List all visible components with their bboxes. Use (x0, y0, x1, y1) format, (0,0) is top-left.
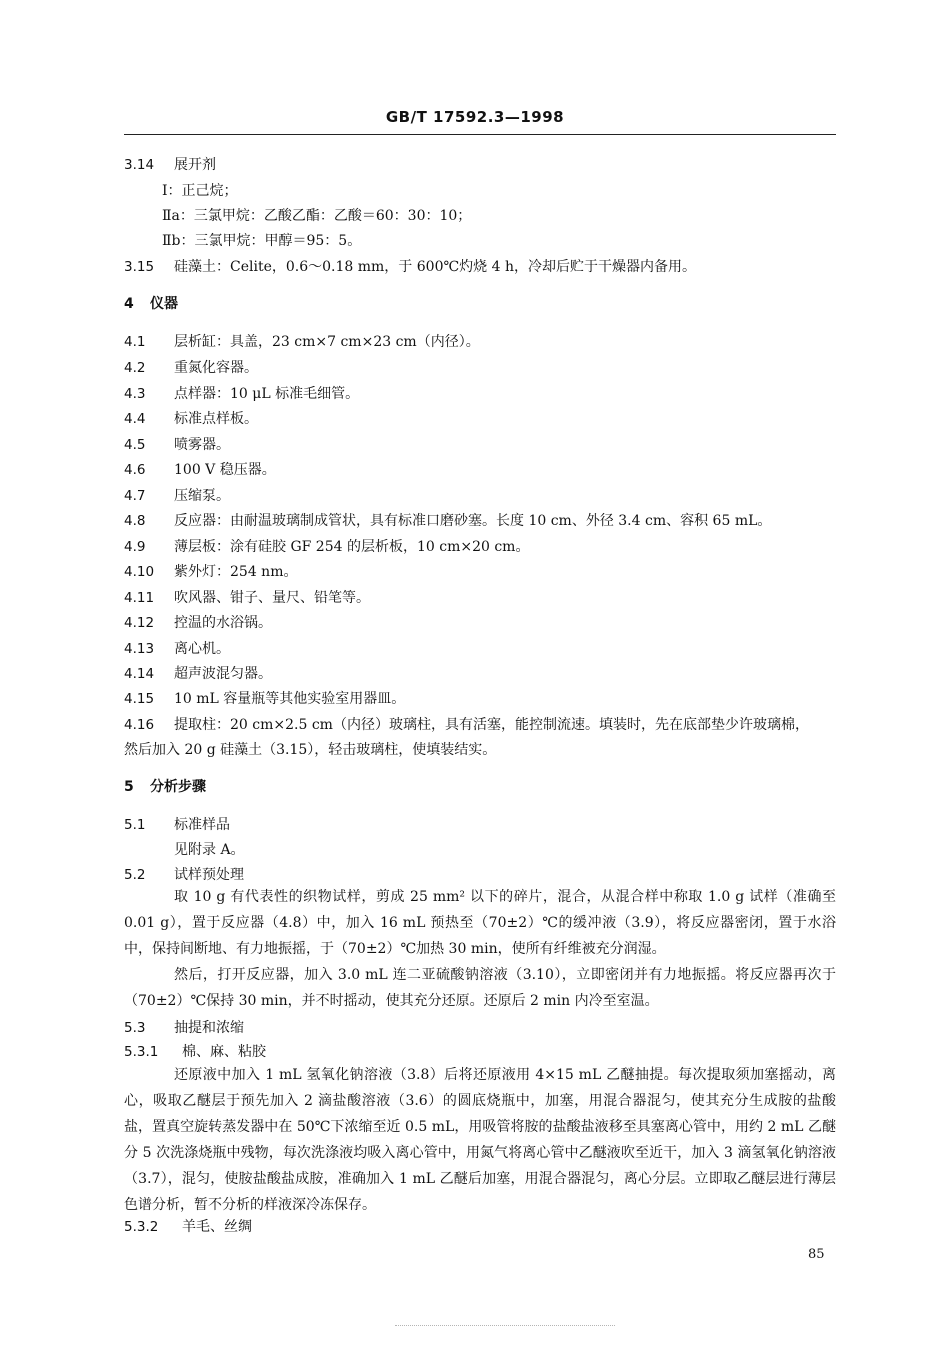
section-number: 4 (124, 296, 134, 312)
clause-text: 重氮化容器。 (174, 360, 258, 376)
clause-number: 4.10 (124, 564, 155, 580)
page-header: GB/T 17592.3—1998 (385, 108, 565, 126)
instrument-item (124, 385, 359, 403)
section-title: 分析步骤 (150, 779, 206, 795)
paragraph-extraction: 还原液中加入 1 mL 氢氧化钠溶液（3.8）后将还原液用 4×15 mL 乙醚抽提。每次提取须加塞摇动，离心，吸取乙醚层于预先加入 2 滴盐酸溶液（3.6）的圆底烧瓶中，加塞，用混合器混匀，使其充分生成胺的盐酸盐，置真空旋转蒸发器中在 50℃下浓缩至近 0.5 mL，用吸管将胺的盐酸盐液移至具塞离心管中，用约 2 mL 乙醚分 5 次洗涤烧瓶中残物，每次洗涤液均吸入离心管中，用氮气将离心管中乙醚液吹至近干，加入 3 滴氢氧化钠溶液（3.7），混匀，使胺盐酸盐成胺，准确加入 1 mL 乙醚后加塞，用混合器混匀，离心分层。立即取乙醚层进行薄层色谱分析，暂不分析的样液深冷冻保存。 (124, 1067, 836, 1213)
clause-title: 展开剂 (174, 157, 216, 173)
clause-number: 4.11 (124, 590, 155, 606)
instrument-item (124, 359, 258, 377)
page-number: 85 (808, 1247, 825, 1262)
section-title: 仪器 (150, 296, 178, 312)
clause-number: 4.9 (124, 539, 146, 555)
instrument-item (124, 410, 258, 428)
instrument-item (124, 461, 276, 479)
clause-text: 反应器：由耐温玻璃制成管状，具有标准口磨砂塞。长度 10 cm、外径 3.4 cm、容积 65 mL。 (174, 513, 772, 529)
clause-number: 5.3 (124, 1020, 146, 1036)
scan-artifact (395, 1325, 615, 1336)
section-4-heading (124, 295, 178, 313)
clause-text: 压缩泵。 (174, 488, 230, 504)
instrument-item (124, 690, 405, 708)
instrument-item (124, 563, 297, 581)
clause-text-continued: 然后加入 20 g 硅藻土（3.15），轻击玻璃柱，使填装结实。 (124, 742, 497, 758)
clause-number: 3.14 (124, 157, 155, 173)
clause-text: 点样器：10 μL 标准毛细管。 (174, 386, 360, 402)
solvent-item: Ⅱb：三氯甲烷：甲醇＝95：5。 (162, 233, 362, 249)
clause-text: 层析缸：具盖，23 cm×7 cm×23 cm（内径）。 (174, 334, 480, 350)
clause-5-3 (124, 1019, 244, 1037)
clause-number: 4.3 (124, 386, 146, 402)
header-rule (124, 134, 836, 135)
clause-number: 5.1 (124, 817, 146, 833)
instrument-item (124, 589, 370, 607)
solvent-item: Ⅱa：三氯甲烷：乙酸乙酯：乙酸＝60：30：10； (162, 208, 472, 224)
clause-text: 100 V 稳压器。 (174, 462, 276, 478)
clause-number: 4.8 (124, 513, 146, 529)
instrument-item (124, 538, 529, 556)
clause-text: 紫外灯：254 nm。 (174, 564, 298, 580)
clause-number: 4.6 (124, 462, 146, 478)
clause-number: 4.1 (124, 334, 146, 350)
clause-number: 4.16 (124, 717, 155, 733)
paragraph-reduction: 然后，打开反应器，加入 3.0 mL 连二亚硫酸钠溶液（3.10），立即密闭并有力地振摇。将反应器再次于（70±2）℃保持 30 min，并不时摇动，使其充分还原。还原后 2 min 内冷至室温。 (124, 967, 836, 1009)
clause-5-3-2 (124, 1218, 252, 1236)
clause-3-15 (124, 258, 696, 276)
clause-4-16 (124, 716, 809, 734)
instrument-item (124, 487, 230, 505)
solvent-item: Ⅰ：正己烷； (162, 183, 238, 199)
clause-number: 4.12 (124, 615, 155, 631)
clause-text: 硅藻土：Celite，0.6～0.18 mm，于 600℃灼烧 4 h，冷却后贮于干燥器内备用。 (174, 259, 696, 275)
clause-text: 10 mL 容量瓶等其他实验室用器皿。 (174, 691, 406, 707)
section-number: 5 (124, 779, 134, 795)
clause-text: 离心机。 (174, 641, 230, 657)
clause-number: 4.13 (124, 641, 155, 657)
instrument-item (124, 640, 230, 658)
clause-text: 喷雾器。 (174, 437, 230, 453)
clause-text: 提取柱：20 cm×2.5 cm（内径）玻璃柱，具有活塞，能控制流速。填装时，先在底部垫少许玻璃棉， (174, 717, 809, 733)
clause-number: 4.14 (124, 666, 155, 682)
clause-number: 4.4 (124, 411, 146, 427)
clause-title: 羊毛、丝绸 (182, 1219, 252, 1235)
clause-3-14 (124, 156, 216, 174)
clause-title: 棉、麻、粘胶 (182, 1044, 266, 1060)
clause-number: 4.15 (124, 691, 155, 707)
clause-text: 吹风器、钳子、量尺、铅笔等。 (174, 590, 370, 606)
clause-text: 标准点样板。 (174, 411, 258, 427)
clause-number: 4.2 (124, 360, 146, 376)
clause-number: 4.5 (124, 437, 146, 453)
clause-5-1 (124, 816, 230, 834)
instrument-item (124, 436, 230, 454)
clause-number: 4.7 (124, 488, 146, 504)
instrument-item (124, 665, 272, 683)
clause-text: 控温的水浴锅。 (174, 615, 272, 631)
clause-number: 5.3.1 (124, 1044, 159, 1060)
section-5-heading (124, 778, 206, 796)
instrument-item (124, 512, 771, 530)
clause-text: 薄层板：涂有硅胶 GF 254 的层析板，10 cm×20 cm。 (174, 539, 530, 555)
clause-number: 3.15 (124, 259, 155, 275)
clause-5-2 (124, 866, 244, 884)
clause-text: 见附录 A。 (174, 842, 245, 858)
clause-title: 抽提和浓缩 (174, 1020, 244, 1036)
clause-text: 超声波混匀器。 (174, 666, 272, 682)
clause-number: 5.2 (124, 867, 146, 883)
instrument-item (124, 333, 480, 351)
clause-title: 标准样品 (174, 817, 230, 833)
clause-title: 试样预处理 (174, 867, 244, 883)
instrument-item (124, 614, 272, 632)
clause-number: 5.3.2 (124, 1219, 159, 1235)
clause-5-3-1 (124, 1043, 266, 1061)
paragraph-sample-pretreatment: 取 10 g 有代表性的织物试样，剪成 25 mm² 以下的碎片，混合，从混合样中称取 1.0 g 试样（准确至 0.01 g），置于反应器（4.8）中，加入 16 mL 预热至（70±2）℃的缓冲液（3.9），将反应器密闭，置于水浴中，保持间断地、有力地振摇，于（70±2）℃加热 30 min，使所有纤维被充分润湿。 (124, 889, 836, 957)
